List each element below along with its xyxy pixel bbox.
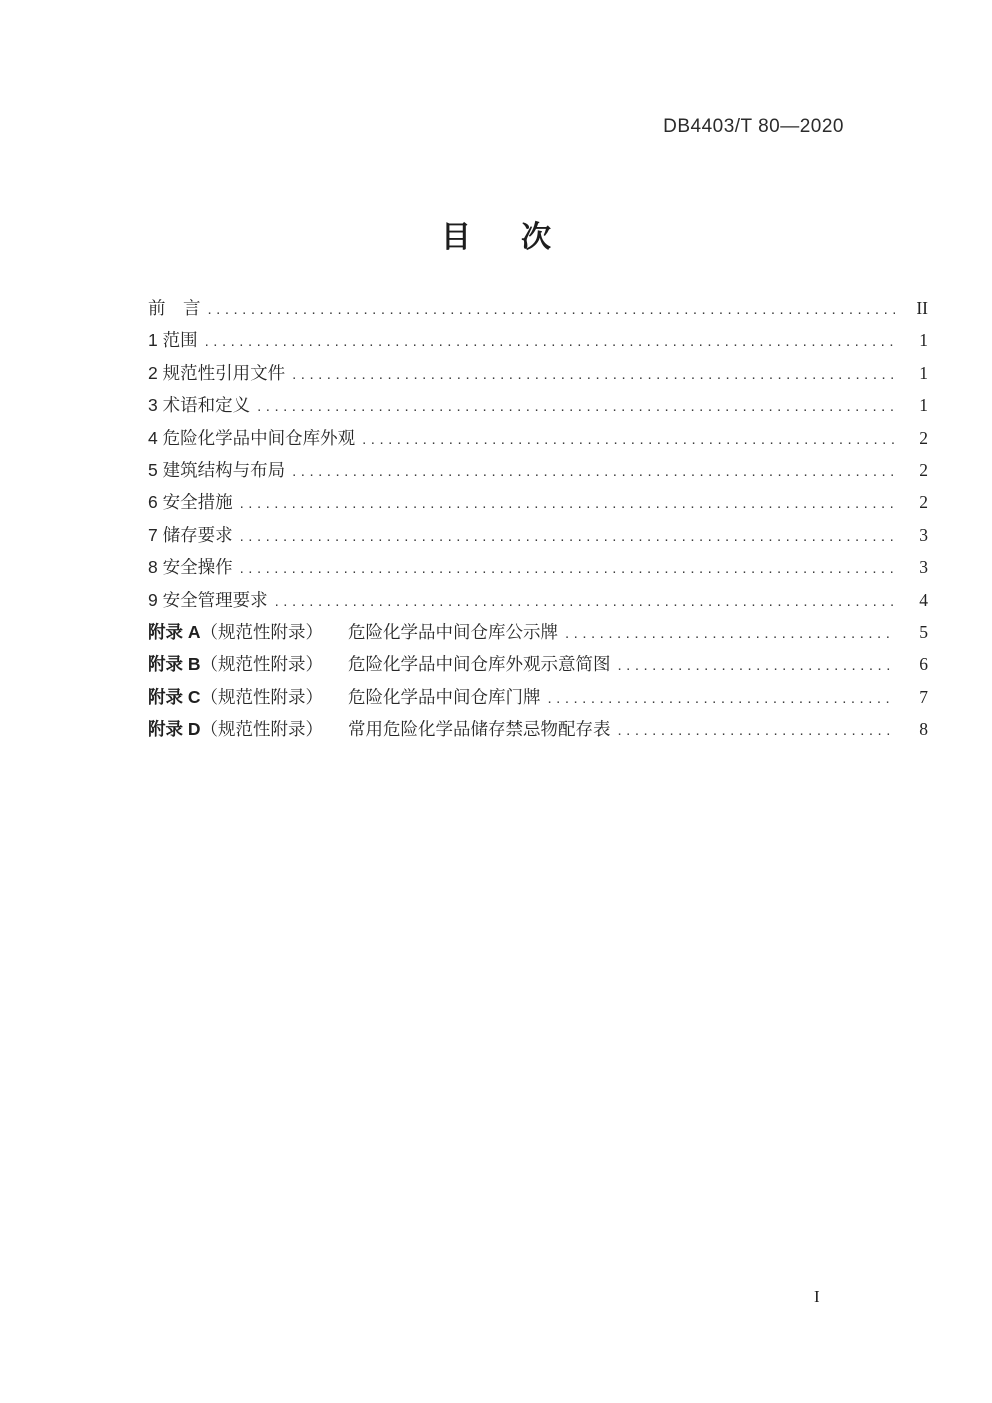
toc-entry-label: 3 术语和定义	[148, 395, 251, 416]
dot-leader	[240, 486, 895, 518]
toc-row-7	[148, 519, 928, 551]
toc-page-number: 1	[919, 330, 928, 351]
appendix-title: 常用危险化学品储存禁忌物配存表	[348, 719, 611, 740]
toc-row-4	[148, 422, 928, 454]
toc-row-5	[148, 454, 928, 486]
toc-entry-label: 5 建筑结构与布局	[148, 459, 286, 480]
toc-page-number: 1	[919, 395, 928, 416]
toc-page-number: 6	[919, 654, 928, 675]
toc-row-1	[148, 324, 928, 356]
toc-row-2	[148, 357, 928, 389]
toc-entry-label: 2 规范性引用文件	[148, 362, 286, 383]
toc-entry-label: 6 安全措施	[148, 492, 233, 513]
toc-page-number: 4	[919, 589, 928, 610]
appendix-title: 危险化学品中间仓库门牌	[348, 686, 541, 707]
appendix-prefix: 附录 A	[148, 621, 201, 642]
appendix-paren: （规范性附录）	[200, 719, 323, 740]
toc-row-foreword	[148, 292, 928, 324]
dot-leader	[208, 292, 896, 324]
appendix-title: 危险化学品中间仓库公示牌	[348, 621, 558, 642]
appendix-title: 危险化学品中间仓库外观示意简图	[348, 654, 611, 675]
page-title: 目 次	[441, 221, 561, 254]
dot-leader	[240, 519, 895, 551]
dot-leader	[618, 648, 896, 680]
dot-leader	[618, 713, 896, 745]
appendix-paren: （规范性附录）	[200, 621, 323, 642]
toc-entry-label: 7 储存要求	[148, 524, 233, 545]
toc-entry-label: 1 范围	[148, 330, 198, 351]
toc-page-number: II	[916, 298, 928, 318]
dot-leader	[565, 616, 895, 648]
toc-page-number: 2	[919, 459, 928, 480]
table-of-contents	[148, 292, 928, 745]
appendix-prefix: 附录 D	[148, 719, 201, 740]
toc-page-number: 1	[919, 362, 928, 383]
standard-code: DB4403/T 80—2020	[663, 116, 844, 137]
toc-row-appendix-a	[148, 616, 928, 648]
toc-page-number: 5	[919, 621, 928, 642]
dot-leader	[292, 454, 895, 486]
toc-page-number: 2	[919, 492, 928, 513]
toc-page-number: 3	[919, 524, 928, 545]
toc-row-appendix-c	[148, 681, 928, 713]
toc-entry-label: 8 安全操作	[148, 557, 233, 578]
dot-leader	[362, 422, 895, 454]
toc-entry-label: 9 安全管理要求	[148, 589, 268, 610]
dot-leader	[240, 551, 895, 583]
toc-page-number: 3	[919, 557, 928, 578]
toc-row-appendix-d	[148, 713, 928, 745]
toc-page-number: 7	[919, 686, 928, 707]
toc-row-9	[148, 584, 928, 616]
dot-leader	[205, 324, 895, 356]
toc-row-3	[148, 389, 928, 421]
appendix-paren: （规范性附录）	[200, 654, 323, 675]
toc-entry-label: 4 危险化学品中间仓库外观	[148, 427, 356, 448]
dot-leader	[292, 357, 895, 389]
toc-row-6	[148, 486, 928, 518]
toc-page-number: 2	[919, 427, 928, 448]
toc-row-appendix-b	[148, 648, 928, 680]
footer-page-number: I	[814, 1287, 820, 1306]
toc-entry-label: 前 言	[148, 298, 201, 318]
dot-leader	[257, 389, 895, 421]
appendix-prefix: 附录 C	[148, 686, 201, 707]
dot-leader	[548, 681, 896, 713]
toc-page-number: 8	[919, 719, 928, 740]
dot-leader	[275, 584, 895, 616]
toc-row-8	[148, 551, 928, 583]
appendix-paren: （规范性附录）	[200, 686, 323, 707]
appendix-prefix: 附录 B	[148, 654, 201, 675]
